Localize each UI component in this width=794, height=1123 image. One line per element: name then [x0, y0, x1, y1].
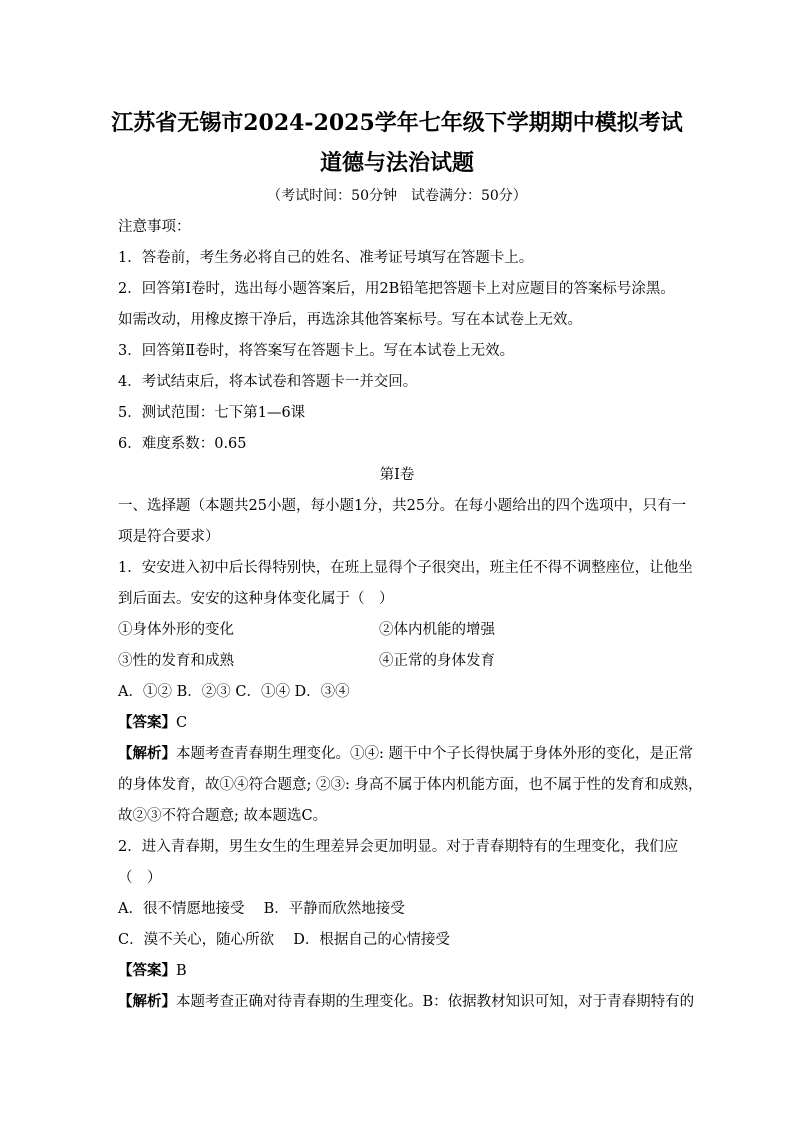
q1-analysis — [118, 744, 693, 764]
q1-option: ①身体外形的变化 — [118, 622, 234, 638]
answer-label: 【答案】 — [118, 962, 176, 979]
q1-analysis-text: 的身体发育，故①④符合题意; ②③: 身高不属于体内机能方面，也不属于性的发育和成熟， — [118, 777, 703, 793]
analysis-text: 本题考查青春期生理变化。①④: 题干中个子长得快属于身体外形的变化，是正常 — [176, 746, 693, 762]
q2-stem: （ ） — [118, 870, 162, 886]
note-item: 4．考试结束后，将本试卷和答题卡一并交回。 — [118, 374, 418, 390]
note-item: 6．难度系数：0.65 — [118, 436, 247, 452]
note-item: 5．测试范围：七下第1—6课 — [118, 405, 306, 421]
note-item: 3．回答第Ⅱ卷时，将答案写在答题卡上。写在本试卷上无效。 — [118, 343, 515, 359]
note-item: 如需改动，用橡皮擦干净后，再选涂其他答案标号。写在本试卷上无效。 — [118, 312, 582, 328]
exam-subtitle: 道德与法治试题 — [319, 150, 474, 176]
part-intro: 项是符合要求） — [118, 529, 220, 545]
q1-analysis-text: 故②③不符合题意; 故本题选C。 — [118, 808, 328, 824]
note-item: 2．回答第Ⅰ卷时，选出每小题答案后，用2B铅笔把答题卡上对应题目的答案标号涂黑。 — [118, 281, 675, 297]
q1-option: ②体内机能的增强 — [379, 622, 495, 638]
q2-answer — [118, 961, 187, 981]
q2-choices: C．漠不关心，随心所欲 D．根据自己的心情接受 — [118, 932, 450, 948]
analysis-text: 本题考查正确对待青春期的生理变化。B：依据教材知识可知，对于青春期特有的 — [176, 994, 695, 1010]
answer-label: 【答案】 — [118, 714, 176, 731]
answer-value: C — [176, 715, 188, 731]
part-intro: 一、选择题（本题共25小题，每小题1分，共25分。在每小题给出的四个选项中，只有一 — [118, 498, 687, 514]
note-item: 1．答卷前，考生务必将自己的姓名、准考证号填写在答题卡上。 — [118, 250, 534, 266]
q2-choices: A．很不情愿地接受 B．平静而欣然地接受 — [118, 901, 405, 917]
q1-stem: 1．安安进入初中后长得特别快，在班上显得个子很突出，班主任不得不调整座位，让他坐 — [118, 560, 693, 576]
section-title: 第Ⅰ卷 — [379, 467, 415, 483]
q1-option: ③性的发育和成熟 — [118, 653, 234, 669]
q1-option: ④正常的身体发育 — [379, 653, 495, 669]
analysis-label: 【解析】 — [118, 993, 176, 1010]
analysis-label: 【解析】 — [118, 745, 176, 762]
q2-stem: 2．进入青春期，男生女生的生理差异会更加明显。对于青春期特有的生理变化，我们应 — [118, 839, 679, 855]
answer-value: B — [176, 963, 187, 979]
q2-analysis — [118, 992, 694, 1012]
q1-choices: A．①② B．②③ C．①④ D．③④ — [118, 684, 350, 700]
q1-answer — [118, 713, 187, 733]
exam-info: （考试时间：50分钟 试卷满分：50分） — [267, 188, 527, 204]
exam-title: 江苏省无锡市2024-2025学年七年级下学期期中模拟考试 — [111, 110, 683, 136]
notes-heading: 注意事项： — [118, 219, 191, 235]
q1-stem: 到后面去。安安的这种身体变化属于（ ） — [118, 591, 394, 607]
